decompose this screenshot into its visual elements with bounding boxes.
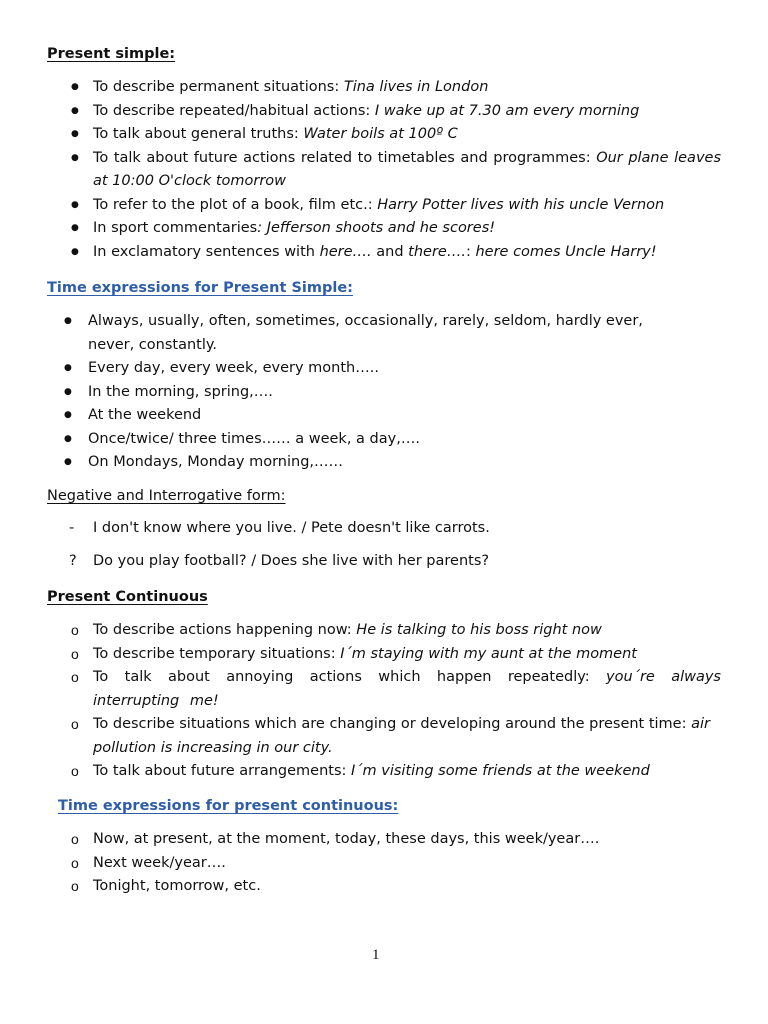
list-item: o To describe situations which are changing or developing around the present time: air pollution is increasing in our city.: [93, 713, 733, 760]
list-item: ● At the weekend: [88, 404, 688, 428]
list-item: o To describe actions happening now: He is talking to his boss right now: [93, 619, 723, 643]
bullet-icon: [64, 404, 72, 430]
circle-bullet-icon: [71, 875, 79, 900]
bullet-icon: [64, 310, 72, 336]
circle-bullet-icon: [71, 828, 79, 853]
list-item: o Now, at present, at the moment, today, these days, this week/year….: [93, 828, 713, 852]
present-continuous-heading: Present Continuous: [47, 589, 208, 605]
present-continuous-uses-list: [93, 619, 723, 784]
list-item: o To talk about annoying actions which happen repeatedly: you´re always interrupting me!: [93, 666, 721, 713]
bullet-icon: [64, 451, 72, 477]
page-number: 1: [372, 947, 380, 963]
list-item: ● In sport commentaries: Jefferson shoots and he scores!: [93, 217, 733, 241]
list-item: ● To talk about future actions related to timetables and programmes: Our plane leaves at 10:00 O'clock tomorrow: [93, 147, 721, 194]
circle-bullet-icon: [71, 713, 79, 738]
bullet-icon: [71, 147, 79, 173]
list-item: ● To describe permanent situations: Tina lives in London: [93, 76, 733, 100]
time-expressions-continuous-heading: Time expressions for present continuous:: [58, 798, 399, 814]
list-item: ● To refer to the plot of a book, film etc.: Harry Potter lives with his uncle Vernon: [93, 194, 733, 218]
circle-bullet-icon: [71, 619, 79, 644]
bullet-icon: [71, 100, 79, 126]
bullet-icon: [71, 194, 79, 220]
bullet-icon: [64, 428, 72, 454]
negative-marker: -: [69, 520, 75, 536]
list-item: o Tonight, tomorrow, etc.: [93, 875, 713, 899]
circle-bullet-icon: [71, 852, 79, 877]
time-expressions-simple-heading: Time expressions for Present Simple:: [47, 280, 353, 296]
list-item: ● In exclamatory sentences with here…. and there….: here comes Uncle Harry!: [93, 241, 733, 265]
present-simple-uses-list: [93, 76, 733, 264]
negative-interrogative-heading: Negative and Interrogative form:: [47, 488, 286, 504]
present-simple-heading: Present simple:: [47, 46, 176, 62]
list-item: ● In the morning, spring,….: [88, 381, 688, 405]
list-item: ● To describe repeated/habitual actions: I wake up at 7.30 am every morning: [93, 100, 733, 124]
list-item: ● Always, usually, often, sometimes, occasionally, rarely, seldom, hardly ever, never, constantly.: [88, 310, 688, 357]
negative-example-line: - I don't know where you live. / Pete doesn't like carrots.: [69, 520, 490, 536]
question-marker: ?: [69, 553, 77, 569]
list-item: o To describe temporary situations: I´m staying with my aunt at the moment: [93, 643, 723, 667]
circle-bullet-icon: [71, 643, 79, 668]
list-item: o Next week/year….: [93, 852, 713, 876]
bullet-icon: [71, 123, 79, 149]
circle-bullet-icon: [71, 760, 79, 785]
list-item: o To talk about future arrangements: I´m visiting some friends at the weekend: [93, 760, 723, 784]
list-item: ● Every day, every week, every month…..: [88, 357, 688, 381]
bullet-icon: [64, 357, 72, 383]
bullet-icon: [64, 381, 72, 407]
bullet-icon: [71, 76, 79, 102]
circle-bullet-icon: [71, 666, 79, 691]
time-expressions-simple-list: [88, 310, 688, 475]
time-expressions-continuous-list: [93, 828, 713, 899]
list-item: ● On Mondays, Monday morning,……: [88, 451, 688, 475]
list-item: ● To talk about general truths: Water boils at 100º C: [93, 123, 733, 147]
list-item: ● Once/twice/ three times…… a week, a day,….: [88, 428, 688, 452]
bullet-icon: [71, 241, 79, 267]
interrogative-example-line: ? Do you play football? / Does she live with her parents?: [69, 553, 490, 569]
bullet-icon: [71, 217, 79, 243]
